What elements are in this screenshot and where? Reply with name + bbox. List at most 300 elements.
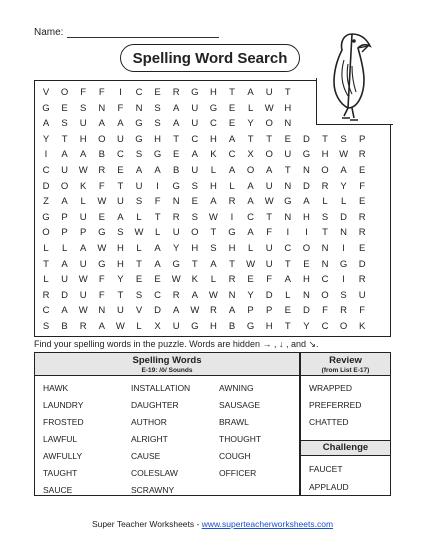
grid-letter[interactable]: F (322, 305, 328, 317)
grid-letter[interactable]: C (116, 149, 124, 161)
grid-letter[interactable]: E (154, 274, 161, 286)
word-item: AWNING (219, 383, 254, 393)
grid-letter[interactable]: H (228, 243, 236, 254)
grid-letter[interactable]: G (172, 258, 180, 270)
review-title: Review (329, 355, 362, 366)
grid-letter[interactable]: N (98, 102, 106, 114)
grid-letter[interactable]: Y (117, 274, 124, 286)
grid-letter[interactable]: T (284, 258, 291, 270)
grid-letter[interactable]: N (302, 165, 310, 176)
grid-letter[interactable]: I (342, 243, 345, 254)
grid-letter[interactable]: K (210, 149, 217, 161)
grid-letter[interactable]: A (210, 258, 217, 270)
grid-letter[interactable]: E (228, 102, 236, 114)
grid-letter[interactable]: E (359, 196, 366, 208)
grid-letter[interactable]: V (135, 305, 143, 317)
grid-letter[interactable]: A (117, 118, 124, 130)
grid-letter[interactable]: E (191, 196, 198, 208)
grid-letter[interactable]: A (154, 258, 161, 270)
grid-letter[interactable]: P (266, 305, 273, 317)
grid-letter[interactable]: H (209, 133, 217, 145)
grid-letter[interactable]: P (247, 305, 254, 317)
grid-letter[interactable]: A (173, 102, 180, 114)
grid-letter[interactable]: A (247, 227, 254, 239)
grid-letter[interactable]: N (135, 102, 143, 114)
grid-letter[interactable]: T (229, 87, 235, 98)
grid-letter[interactable]: U (191, 102, 199, 114)
grid-letter[interactable]: U (116, 305, 124, 317)
grid-letter[interactable]: E (303, 258, 310, 270)
grid-letter[interactable]: L (80, 196, 86, 208)
grid-letter[interactable]: C (42, 305, 50, 317)
grid-letter[interactable]: C (284, 243, 292, 254)
grid-letter[interactable]: H (209, 87, 217, 98)
grid-letter[interactable]: Y (340, 180, 347, 192)
grid-letter[interactable]: A (135, 165, 143, 176)
grid-letter[interactable]: A (61, 258, 68, 270)
grid-letter[interactable]: B (98, 149, 105, 161)
grid-letter[interactable]: Y (247, 118, 254, 130)
grid-letter[interactable]: D (302, 305, 310, 317)
grid-letter[interactable]: T (266, 211, 273, 223)
grid-letter[interactable]: D (61, 289, 69, 301)
grid-letter[interactable]: B (173, 165, 180, 176)
grid-letter[interactable]: T (322, 133, 328, 145)
grid-letter[interactable]: W (115, 321, 125, 332)
grid-letter[interactable]: R (209, 305, 217, 317)
grid-letter[interactable]: G (135, 133, 143, 145)
grid-letter[interactable]: E (117, 165, 124, 176)
page-title: Spelling Word Search (120, 44, 300, 72)
grid-letter[interactable]: X (247, 149, 254, 161)
grid-letter[interactable]: R (340, 305, 348, 317)
grid-letter[interactable]: A (228, 165, 236, 176)
grid-letter[interactable]: O (265, 149, 273, 161)
grid-letter[interactable]: F (154, 196, 161, 208)
grid-letter[interactable]: N (302, 289, 310, 301)
grid-letter[interactable]: U (61, 274, 69, 286)
grid-letter[interactable]: L (136, 321, 142, 332)
grid-letter[interactable]: C (321, 274, 329, 286)
grid-letter[interactable]: R (228, 274, 236, 286)
grid-letter[interactable]: L (61, 243, 68, 254)
grid-letter[interactable]: U (265, 258, 273, 270)
grid-letter[interactable]: G (135, 118, 143, 130)
word-item: FROSTED (43, 417, 84, 427)
grid-letter[interactable]: R (321, 180, 329, 192)
grid-letter[interactable]: G (246, 321, 255, 332)
grid-letter[interactable]: G (98, 227, 106, 239)
grid-letter[interactable]: N (340, 227, 348, 239)
word-item: SAUSAGE (219, 400, 261, 410)
grid-letter[interactable]: X (154, 321, 161, 332)
spelling-subtitle: E-19: /ô/ Sounds (141, 367, 193, 374)
grid-letter[interactable]: H (116, 258, 124, 270)
word-item: TAUGHT (43, 468, 78, 478)
grid-letter[interactable]: G (42, 102, 50, 114)
name-row (34, 27, 219, 38)
grid-letter[interactable]: A (154, 165, 161, 176)
grid-letter[interactable]: E (284, 133, 291, 145)
challenge-header: Challenge (301, 440, 390, 456)
grid-letter[interactable]: I (342, 274, 345, 286)
grid-letter[interactable]: H (79, 133, 87, 145)
grid-letter[interactable]: T (136, 258, 142, 270)
grid-letter[interactable]: S (191, 180, 198, 192)
grid-letter[interactable]: A (247, 196, 254, 208)
grid-letter[interactable]: N (284, 211, 292, 223)
grid-letter[interactable]: F (266, 274, 273, 286)
grid-letter[interactable]: H (154, 133, 162, 145)
grid-letter[interactable]: S (210, 243, 217, 254)
word-item: DAUGHTER (131, 400, 179, 410)
grid-letter[interactable]: T (61, 133, 68, 145)
grid-letter[interactable]: O (60, 180, 69, 192)
grid-letter[interactable]: D (358, 258, 366, 270)
grid-letter[interactable]: A (303, 196, 310, 208)
grid-letter[interactable]: H (209, 321, 217, 332)
grid-letter[interactable]: T (210, 227, 217, 239)
grid-letter[interactable]: A (173, 305, 180, 317)
grid-letter[interactable]: N (321, 258, 329, 270)
grid-letter[interactable]: R (358, 211, 366, 223)
grid-letter[interactable]: T (43, 258, 49, 270)
grid-letter[interactable]: K (359, 321, 366, 332)
grid-letter[interactable]: G (42, 211, 50, 223)
grid-letter[interactable]: R (358, 274, 366, 286)
grid-letter[interactable]: G (191, 87, 199, 98)
grid-letter[interactable]: W (78, 274, 88, 286)
grid-letter[interactable]: U (172, 321, 180, 332)
grid-letter[interactable]: L (247, 102, 254, 114)
grid-letter[interactable]: A (284, 274, 291, 286)
grid-letter[interactable]: A (191, 289, 198, 301)
grid-letter[interactable]: W (78, 165, 88, 176)
grid-letter[interactable]: U (79, 211, 87, 223)
grid-letter[interactable]: T (247, 133, 254, 145)
name-label: Name: (34, 27, 64, 38)
grid-letter[interactable]: R (172, 289, 180, 301)
grid-letter[interactable]: O (265, 118, 273, 130)
grid-letter[interactable]: C (228, 149, 236, 161)
grid-letter[interactable]: L (43, 274, 49, 286)
grid-letter[interactable]: A (266, 165, 273, 176)
grid-letter[interactable]: R (358, 227, 366, 239)
name-field[interactable] (67, 28, 219, 38)
grid-letter[interactable]: U (116, 133, 124, 145)
grid-letter[interactable]: R (42, 289, 50, 301)
grid-letter[interactable]: U (265, 180, 273, 192)
grid-letter[interactable]: A (228, 305, 236, 317)
grid-letter[interactable]: F (98, 289, 105, 301)
grid-letter[interactable]: U (79, 289, 87, 301)
grid-letter[interactable]: G (191, 321, 199, 332)
grid-letter[interactable]: F (359, 305, 366, 317)
grid-letter[interactable]: F (80, 87, 87, 98)
grid-letter[interactable]: U (265, 87, 273, 98)
grid-letter[interactable]: E (173, 149, 180, 161)
grid-letter[interactable]: C (154, 289, 162, 301)
grid-letter[interactable]: R (79, 321, 87, 332)
grid-letter[interactable]: S (135, 149, 143, 161)
grid-letter[interactable]: A (173, 118, 180, 130)
word-item: AWFULLY (43, 451, 83, 461)
grid-letter[interactable]: L (285, 289, 291, 301)
grid-letter[interactable]: W (264, 196, 274, 208)
grid-letter[interactable]: C (247, 211, 255, 223)
grid-letter[interactable]: I (156, 180, 159, 192)
instructions: Find your spelling words in the puzzle. Words are hidden → , ↓ , and ↘. (34, 339, 319, 349)
grid-letter[interactable]: L (136, 211, 142, 223)
grid-letter[interactable]: H (209, 180, 217, 192)
grid-letter[interactable]: Z (43, 196, 49, 208)
grid-letter[interactable]: A (80, 149, 87, 161)
grid-letter[interactable]: O (339, 321, 348, 332)
grid-letter[interactable]: R (228, 196, 236, 208)
grid-letter[interactable]: N (228, 289, 236, 301)
spelling-header (35, 353, 299, 376)
grid-letter[interactable]: K (191, 274, 198, 286)
grid-letter[interactable]: Y (42, 133, 50, 145)
grid-letter[interactable]: G (98, 258, 106, 270)
grid-letter[interactable]: H (116, 243, 124, 254)
grid-letter[interactable]: R (358, 149, 366, 161)
grid-letter[interactable]: G (153, 149, 162, 161)
grid-letter[interactable]: S (321, 211, 329, 223)
grid-letter[interactable]: I (119, 87, 122, 98)
grid-letter[interactable]: B (61, 321, 68, 332)
grid-letter[interactable]: D (340, 211, 348, 223)
word-item: SCRAWNY (131, 485, 175, 495)
grid-letter[interactable]: C (209, 118, 217, 130)
grid-letter[interactable]: H (302, 211, 310, 223)
grid-letter[interactable]: R (172, 87, 180, 98)
grid-letter[interactable]: W (339, 149, 349, 161)
grid-letter[interactable]: U (61, 165, 69, 176)
grid-letter[interactable]: H (265, 321, 273, 332)
grid-letter[interactable]: A (191, 149, 198, 161)
grid-letter[interactable]: W (97, 243, 107, 254)
grid-letter[interactable]: O (191, 227, 199, 239)
grid-letter[interactable]: C (321, 321, 329, 332)
grid-letter[interactable]: A (210, 196, 217, 208)
grid-letter[interactable]: A (98, 321, 105, 332)
bird-icon (318, 24, 378, 124)
grid-letter[interactable]: A (154, 243, 161, 254)
grid-letter[interactable]: G (284, 196, 292, 208)
grid-letter[interactable]: O (60, 87, 69, 98)
grid-letter[interactable]: F (98, 180, 105, 192)
grid-letter[interactable]: D (302, 133, 310, 145)
grid-letter[interactable]: W (190, 305, 200, 317)
grid-letter[interactable]: I (305, 227, 308, 239)
grid-letter[interactable]: U (284, 149, 292, 161)
grid-letter[interactable]: Y (173, 243, 180, 254)
grid-letter[interactable]: A (80, 243, 87, 254)
grid-letter[interactable]: E (228, 118, 236, 130)
grid-letter[interactable]: N (284, 118, 292, 130)
grid-letter[interactable]: L (247, 243, 254, 254)
grid-letter[interactable]: W (78, 305, 88, 317)
word-item: LAUNDRY (43, 400, 84, 410)
grid-letter[interactable]: U (172, 227, 180, 239)
grid-letter[interactable]: S (135, 289, 143, 301)
grid-letter[interactable]: H (321, 149, 329, 161)
grid-letter[interactable]: O (321, 165, 329, 176)
grid-letter[interactable]: R (98, 165, 106, 176)
grid-letter[interactable]: E (247, 274, 254, 286)
grid-letter[interactable]: E (61, 102, 68, 114)
grid-letter[interactable]: O (98, 133, 106, 145)
grid-letter[interactable]: L (340, 196, 347, 208)
word-item: OFFICER (219, 468, 257, 478)
grid-letter[interactable]: S (340, 133, 347, 145)
grid-letter[interactable]: G (228, 227, 236, 239)
grid-letter[interactable]: U (79, 118, 87, 130)
grid-letter[interactable]: T (284, 165, 291, 176)
grid-letter[interactable]: S (117, 227, 124, 239)
grid-letter[interactable]: D (42, 180, 50, 192)
grid-letter[interactable]: W (208, 289, 218, 301)
grid-letter[interactable]: A (117, 211, 124, 223)
grid-letter[interactable]: O (42, 227, 50, 239)
grid-letter[interactable]: C (191, 133, 199, 145)
grid-letter[interactable]: W (134, 227, 144, 239)
grid-letter[interactable]: R (172, 211, 180, 223)
word-item: COUGH (219, 451, 251, 461)
grid-letter[interactable]: W (97, 196, 107, 208)
grid-letter[interactable]: W (264, 102, 274, 114)
grid-letter[interactable]: L (154, 227, 161, 239)
grid-letter[interactable]: Y (247, 289, 254, 301)
grid-letter[interactable]: O (321, 289, 329, 301)
word-item: HAWK (43, 383, 69, 393)
grid-letter[interactable]: G (209, 102, 218, 114)
grid-letter[interactable]: I (230, 211, 234, 223)
grid-letter[interactable]: Y (303, 321, 310, 332)
grid-letter[interactable]: F (266, 227, 273, 239)
grid-letter[interactable]: C (42, 165, 50, 176)
grid-letter[interactable]: S (191, 211, 198, 223)
grid-letter[interactable]: U (135, 180, 143, 192)
grid-letter[interactable]: L (229, 180, 235, 192)
grid-letter[interactable]: L (210, 274, 217, 286)
grid-letter[interactable]: A (61, 305, 68, 317)
grid-letter[interactable]: S (340, 289, 347, 301)
grid-letter[interactable]: T (284, 87, 291, 98)
grid-letter[interactable]: D (302, 180, 310, 192)
grid-letter[interactable]: D (265, 289, 273, 301)
grid-letter[interactable]: U (358, 289, 366, 301)
grid-letter[interactable]: G (339, 258, 348, 270)
grid-letter[interactable]: L (43, 243, 49, 254)
grid-letter[interactable]: E (284, 305, 291, 317)
grid-letter[interactable]: A (98, 118, 105, 130)
grid-letter[interactable]: F (98, 87, 105, 98)
grid-letter[interactable]: C (135, 87, 143, 98)
grid-letter[interactable]: A (247, 87, 254, 98)
grid-letter[interactable]: N (98, 305, 106, 317)
grid-letter[interactable]: L (210, 165, 217, 176)
grid-letter[interactable]: E (135, 274, 143, 286)
grid-letter[interactable]: F (359, 180, 366, 192)
word-item: CAUSE (131, 451, 161, 461)
grid-letter[interactable]: F (117, 102, 124, 114)
grid-letter[interactable]: S (80, 102, 87, 114)
grid-letter[interactable]: T (229, 258, 235, 270)
grid-letter[interactable]: K (80, 180, 87, 192)
grid-letter[interactable]: S (154, 102, 161, 114)
grid-letter[interactable]: U (79, 258, 87, 270)
grid-letter[interactable]: P (80, 227, 87, 239)
word-item: COLESLAW (131, 468, 178, 478)
grid-letter[interactable]: P (61, 211, 68, 223)
grid-letter[interactable]: T (191, 258, 198, 270)
grid-letter[interactable]: U (191, 118, 199, 130)
grid-letter[interactable]: O (246, 165, 255, 176)
grid-letter[interactable]: N (284, 180, 292, 192)
footer-link[interactable]: www.superteacherworksheets.com (201, 519, 334, 529)
grid-letter[interactable]: N (172, 196, 180, 208)
grid-letter[interactable]: T (154, 211, 161, 223)
grid-letter[interactable]: P (61, 227, 68, 239)
grid-letter[interactable]: L (322, 196, 328, 208)
grid-letter[interactable]: A (228, 133, 236, 145)
grid-letter[interactable]: I (286, 227, 290, 239)
grid-letter[interactable]: L (136, 243, 142, 254)
grid-letter[interactable]: U (191, 165, 199, 176)
grid-letter[interactable]: S (135, 196, 143, 208)
grid-letter[interactable]: W (208, 211, 218, 223)
grid-letter[interactable]: D (154, 305, 162, 317)
grid-letter[interactable]: W (246, 258, 256, 270)
grid-letter[interactable]: T (322, 227, 328, 239)
grid-letter[interactable]: T (117, 289, 124, 301)
grid-letter[interactable]: T (284, 321, 291, 332)
grid-letter[interactable]: H (191, 243, 199, 254)
grid-letter[interactable]: G (172, 180, 180, 192)
grid-letter[interactable]: T (117, 180, 124, 192)
grid-letter[interactable]: E (359, 165, 366, 176)
grid-letter[interactable]: H (284, 102, 292, 114)
grid-letter[interactable]: A (61, 149, 68, 161)
grid-letter[interactable]: S (42, 321, 50, 332)
grid-letter[interactable]: A (42, 118, 50, 130)
grid-letter[interactable]: U (116, 196, 124, 208)
grid-letter[interactable]: B (228, 321, 236, 332)
grid-letter[interactable]: E (98, 211, 105, 223)
grid-letter[interactable]: A (340, 165, 347, 176)
grid-letter[interactable]: W (171, 274, 181, 286)
grid-letter[interactable]: S (154, 118, 161, 130)
grid-letter[interactable]: A (61, 196, 68, 208)
grid-letter[interactable]: E (359, 243, 366, 254)
grid-letter[interactable]: G (302, 149, 311, 161)
grid-letter[interactable]: H (302, 274, 310, 286)
grid-letter[interactable]: T (266, 133, 273, 145)
grid-letter[interactable]: F (98, 274, 105, 286)
grid-letter[interactable]: U (265, 243, 273, 254)
grid-letter[interactable]: E (154, 87, 161, 98)
grid-letter[interactable]: S (61, 118, 68, 130)
grid-letter[interactable]: P (359, 133, 366, 145)
grid-letter[interactable]: A (247, 180, 254, 192)
grid-letter[interactable]: O (302, 243, 311, 254)
grid-letter[interactable]: I (44, 149, 48, 161)
grid-letter[interactable]: T (173, 133, 180, 145)
grid-letter[interactable]: N (321, 243, 329, 254)
grid-letter[interactable]: V (42, 87, 50, 98)
